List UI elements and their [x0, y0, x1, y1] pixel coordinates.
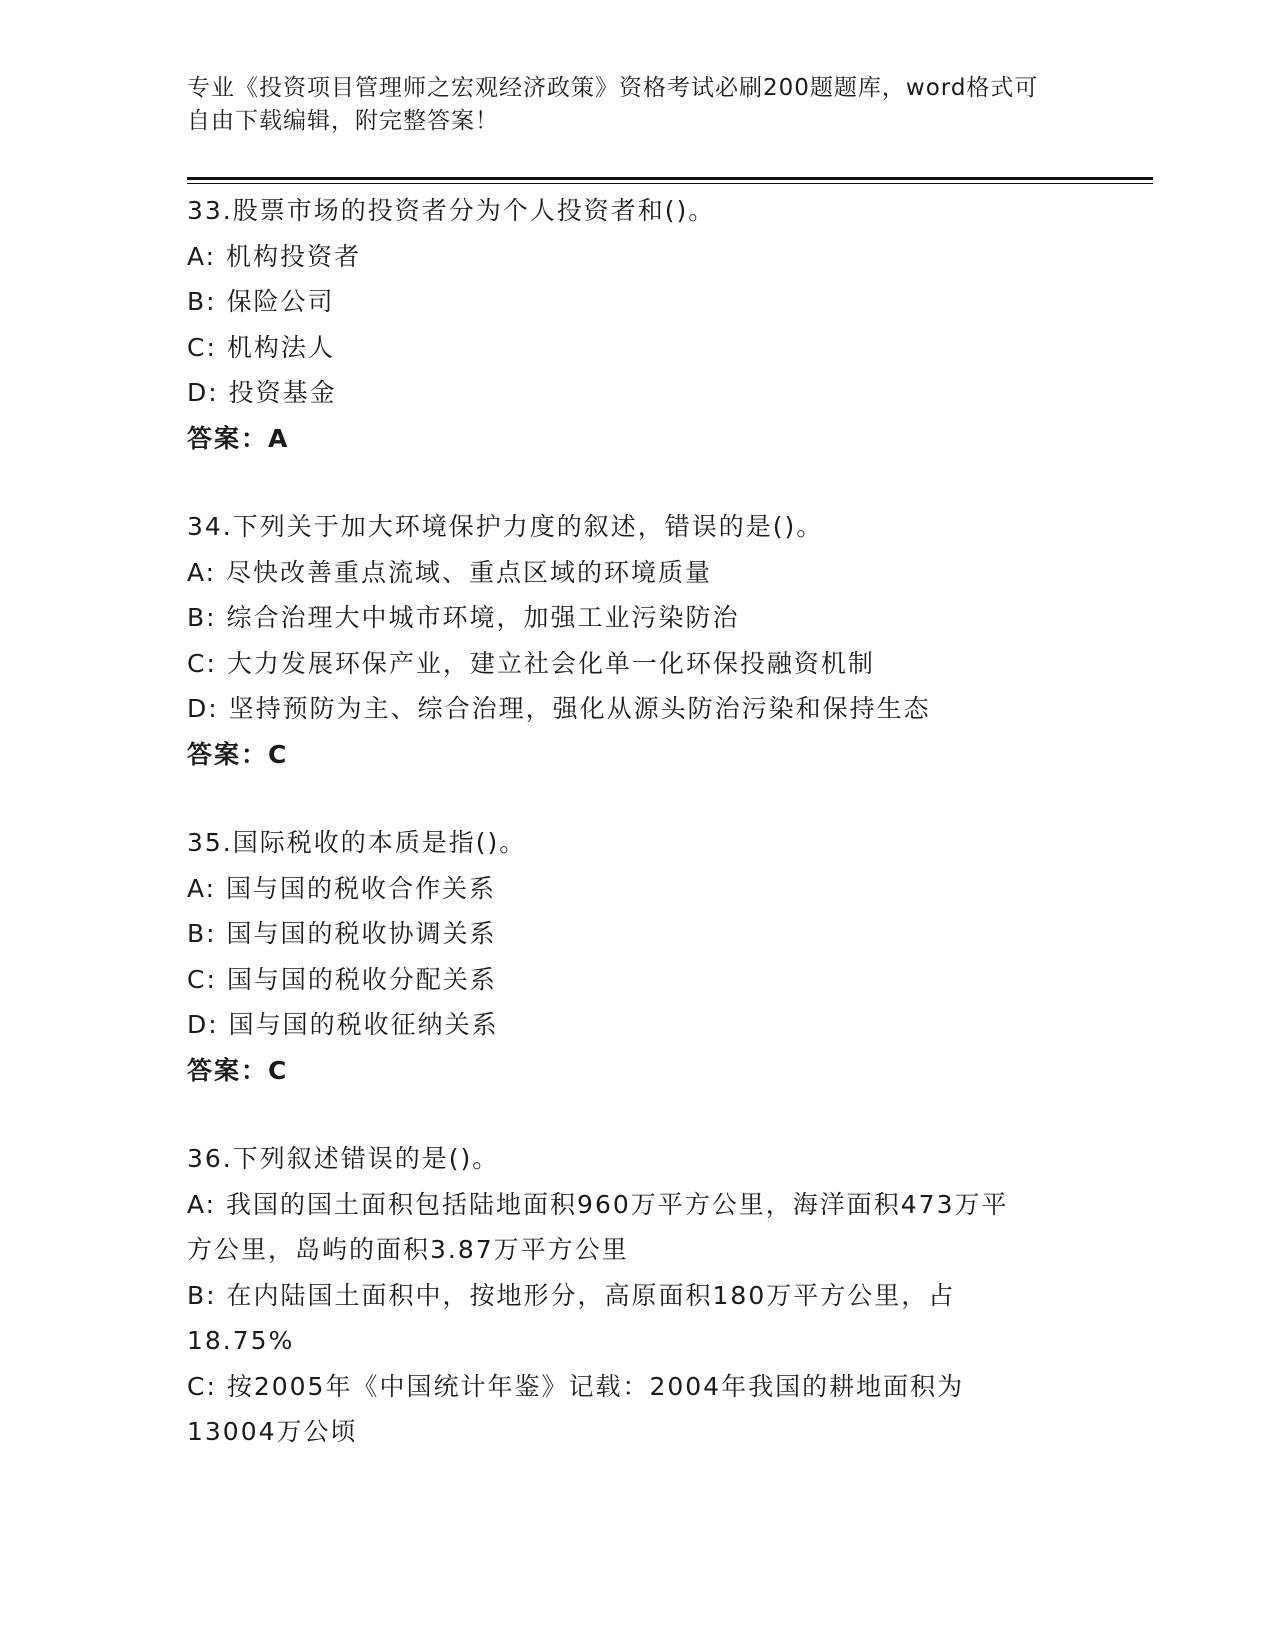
option-c: C: 大力发展环保产业，建立社会化单一化环保投融资机制 — [187, 648, 875, 678]
option-b: B: 保险公司 — [187, 287, 335, 316]
header-line-1: 专业《投资项目管理师之宏观经济政策》资格考试必刷200题题库，word格式可 — [187, 75, 1039, 101]
option-b-continued: 18.75% — [187, 1326, 295, 1355]
question-34 — [187, 504, 1087, 777]
option-d: D: 国与国的税收征纳关系 — [187, 1010, 499, 1039]
option-b: B: 综合治理大中城市环境，加强工业污染防治 — [187, 603, 740, 632]
question-stem: 33.股票市场的投资者分为个人投资者和()。 — [187, 196, 716, 225]
option-c: C: 机构法人 — [187, 332, 335, 362]
option-a: A: 我国的国土面积包括陆地面积960万平方公里，海洋面积473万平 — [187, 1189, 1009, 1219]
option-a: A: 机构投资者 — [187, 241, 362, 271]
question-stem: 36.下列叙述错误的是()。 — [187, 1144, 500, 1173]
answer: 答案：C — [187, 1055, 289, 1085]
option-b: B: 在内陆国土面积中，按地形分，高原面积180万平方公里，占 — [187, 1280, 956, 1310]
header-divider-thick — [187, 177, 1153, 180]
header-line-2: 自由下载编辑，附完整答案！ — [187, 108, 499, 134]
option-a: A: 国与国的税收合作关系 — [187, 873, 497, 903]
question-stem: 34.下列关于加大环境保护力度的叙述，错误的是()。 — [187, 512, 824, 541]
header-divider-thin — [187, 183, 1153, 184]
option-b: B: 国与国的税收协调关系 — [187, 919, 497, 948]
option-c-continued: 13004万公顷 — [187, 1417, 358, 1446]
answer: 答案：A — [187, 423, 290, 453]
option-a-continued: 方公里，岛屿的面积3.87万平方公里 — [187, 1235, 629, 1264]
question-list — [187, 188, 1087, 1498]
option-d: D: 投资基金 — [187, 378, 337, 407]
option-d: D: 坚持预防为主、综合治理，强化从源头防治污染和保持生态 — [187, 694, 931, 723]
question-stem: 35.国际税收的本质是指()。 — [187, 828, 527, 857]
question-33 — [187, 188, 1087, 461]
option-a: A: 尽快改善重点流域、重点区域的环境质量 — [187, 557, 713, 587]
option-c: C: 国与国的税收分配关系 — [187, 964, 497, 994]
question-36 — [187, 1136, 1087, 1455]
question-35 — [187, 820, 1087, 1093]
document-header — [187, 72, 1067, 138]
option-c: C: 按2005年《中国统计年鉴》记载：2004年我国的耕地面积为 — [187, 1371, 965, 1401]
answer: 答案：C — [187, 739, 289, 769]
